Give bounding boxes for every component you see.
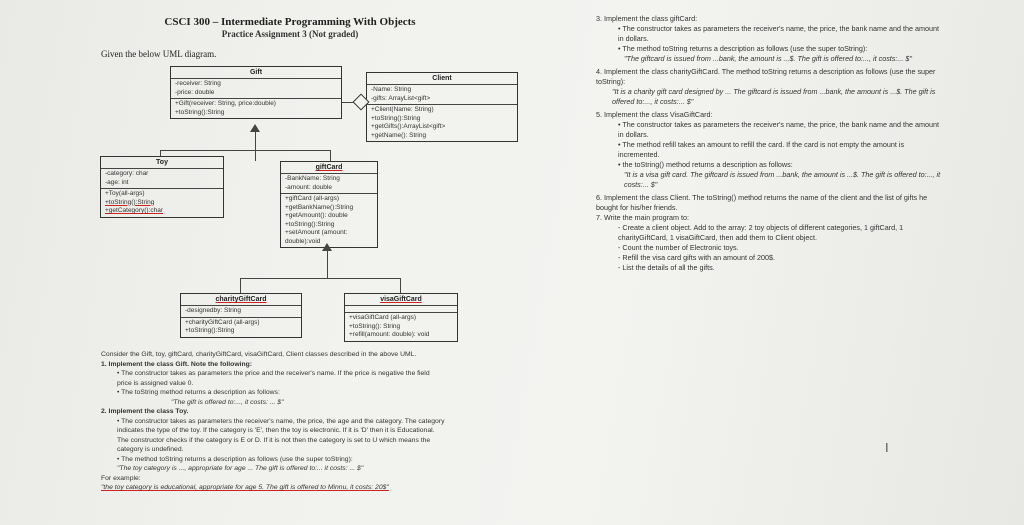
uml-toy-methods bbox=[101, 188, 223, 217]
item1-bullet-text: The toString method returns a description as follows: bbox=[121, 389, 280, 396]
inheritance-line bbox=[400, 278, 401, 293]
item5-bullet-text: The constructor takes as parameters the receiver's name, the price, the bank name and the amount in dollars. bbox=[618, 120, 939, 139]
uml-gift-name: Gift bbox=[171, 67, 341, 79]
uml-client-attrs bbox=[367, 85, 517, 104]
item7-heading: 7. Write the main program to: bbox=[596, 213, 689, 222]
item4-quote: "It is a charity gift card designed by ... The giftcard is issued from ...bank, the amount is ...$. The gift is offered to:..., it costs:... $" bbox=[612, 87, 936, 106]
uml-gift-attr: -receiver: String bbox=[175, 80, 221, 87]
uml-gift-method: +Gift(receiver: String, price:double) bbox=[175, 100, 276, 107]
item7-dash: - Count the number of Electronic toys. bbox=[618, 243, 739, 252]
item5-quote: "It is a visa gift card. The giftcard is issued from ...bank, the amount is ...$. The gift is offered to:..., it costs:... $" bbox=[624, 170, 941, 189]
item7-dash: - List the details of all the gifts. bbox=[618, 263, 715, 272]
item1-bullet-text: The constructor takes as parameters the price and the receiver's name. If the price is negative the field price is assigned value 0. bbox=[117, 370, 430, 387]
uml-giftcard-method: +getAmount(): double bbox=[285, 212, 348, 219]
document-subtitle: Practice Assignment 3 (Not graded) bbox=[221, 29, 359, 39]
uml-visa-method: +visaGiftCard (all-args) bbox=[349, 314, 417, 321]
item7-dash: - Create a client object. Add to the array: 2 toy objects of different categories, 1 giftCard, 1 charityGiftCard, 1 visaGiftCard, then add them to Client object. bbox=[618, 223, 904, 242]
item1-quote: "The gift is offered to:..., it costs: ... $" bbox=[171, 398, 284, 406]
item7-dash-text: Count the number of Electronic toys. bbox=[622, 243, 739, 252]
uml-charity bbox=[180, 293, 302, 338]
example-label: For example: bbox=[101, 474, 141, 482]
uml-client bbox=[366, 72, 518, 142]
item5-bullet: • The constructor takes as parameters the receiver's name, the price, the bank name and the amount in dollars. bbox=[618, 120, 939, 139]
uml-client-attr: -gifts: ArrayList<gift> bbox=[371, 94, 431, 102]
uml-giftcard-attrs bbox=[281, 174, 377, 193]
item5-bullet: • the toString() method returns a description as follows: bbox=[618, 160, 793, 169]
item1-bullet: • The constructor takes as parameters the price and the receiver's name. If the price is negative the field price is assigned value 0. bbox=[117, 370, 430, 387]
item3-bullet-text: The constructor takes as parameters the receiver's name, the price, the bank name and the amount in dollars. bbox=[618, 24, 939, 43]
uml-charity-method: +charityGiftCard (all-args) bbox=[185, 318, 260, 326]
uml-gift-method: +toString():String bbox=[175, 108, 225, 116]
uml-giftcard-method: +toString():String bbox=[285, 220, 335, 228]
inheritance-line bbox=[255, 131, 256, 161]
given-text: Given the below UML diagram. bbox=[101, 49, 217, 59]
uml-toy bbox=[100, 156, 224, 218]
uml-client-methods bbox=[367, 104, 517, 141]
uml-charity-name: charityGiftCard bbox=[181, 294, 301, 306]
inheritance-line bbox=[240, 278, 400, 279]
item3-bullet-text: The method toString returns a description as follows (use the super toString): bbox=[622, 44, 868, 53]
uml-giftcard-attr: -amount: double bbox=[285, 183, 332, 191]
uml-giftcard-method: +getBankName():String bbox=[285, 203, 354, 211]
uml-visa-method: +toString(): String bbox=[349, 322, 401, 330]
uml-toy-method: +getCategory():char bbox=[105, 207, 163, 214]
consider-text: Consider the Gift, toy, giftCard, charityGiftCard, visaGiftCard, Client classes described in the above UML. bbox=[101, 351, 417, 358]
inheritance-arrow-icon bbox=[250, 124, 260, 132]
item5-heading: 5. Implement the class VisaGiftCard: bbox=[596, 110, 713, 119]
right-instructions bbox=[596, 14, 946, 273]
item2-bullet-text: The method toString returns a description as follows (use the super toString): bbox=[121, 455, 353, 463]
uml-toy-attrs bbox=[101, 169, 223, 188]
uml-gift bbox=[170, 66, 342, 119]
uml-charity-attr: -designedby: String bbox=[185, 307, 242, 314]
uml-visa-methods bbox=[345, 312, 457, 341]
inheritance-line bbox=[330, 150, 331, 161]
item3-quote: "The giftcard is issued from ...bank, the amount is ...$. The gift is offered to:..., it costs:... $" bbox=[624, 54, 912, 63]
uml-giftcard-attr: -BankName: String bbox=[285, 175, 340, 182]
item2-bullet: • The method toString returns a description as follows (use the super toString): bbox=[117, 455, 353, 463]
item2-quote: "The toy category is ..., appropriate for age ... The gift is offered to:... it costs: ... $" bbox=[117, 465, 364, 472]
item1-heading: 1. Implement the class Gift. Note the following: bbox=[101, 360, 253, 368]
item7-dash: - Refill the visa card gifts with an amount of 200$. bbox=[618, 253, 776, 262]
uml-charity-method: +toString():String bbox=[185, 327, 235, 334]
uml-giftcard bbox=[280, 161, 378, 248]
inheritance-arrow-icon bbox=[322, 243, 332, 251]
item7-dash-text: List the details of all the gifts. bbox=[622, 263, 715, 272]
uml-giftcard-method: +setAmount (amount: double):void bbox=[285, 229, 348, 245]
uml-toy-name: Toy bbox=[101, 157, 223, 169]
inheritance-line bbox=[160, 150, 161, 156]
uml-toy-attr: -age: int bbox=[105, 178, 129, 186]
item2-bullet-text: The constructor takes as parameters the receiver's name, the price, the age and the category. The category indicates the type of the toy. If the category is 'E', then the toy is electronic. If it is 'D' then it is Educational. The constructor checks if the category is E or D. If it is not then the category is set to U which means the category is undefined. bbox=[117, 417, 445, 453]
item1-bullet: • The toString method returns a description as follows: bbox=[117, 389, 280, 396]
item5-bullet: • The method refill takes an amount to refill the card. If the card is not empty the amount is incremented. bbox=[618, 140, 905, 159]
inheritance-line bbox=[160, 150, 330, 151]
uml-client-method: +Client(Name: String) bbox=[371, 106, 434, 113]
item3-bullet: • The constructor takes as parameters the receiver's name, the price, the bank name and the amount in dollars. bbox=[618, 24, 939, 43]
uml-client-method: +toString():String bbox=[371, 114, 421, 122]
uml-visa bbox=[344, 293, 458, 342]
uml-visa-method: +refill(amount: double): void bbox=[349, 331, 430, 338]
uml-toy-attr: -category: char bbox=[105, 170, 149, 177]
item7-dash-text: Create a client object. Add to the array: 2 toy objects of different categories, 1 giftCard, 1 charityGiftCard, 1 visaGiftCard, then add them to Client object. bbox=[618, 223, 904, 242]
uml-giftcard-name: giftCard bbox=[281, 162, 377, 174]
item2-heading: 2. Implement the class Toy. bbox=[101, 408, 189, 415]
item4-heading: 4. Implement the class charityGiftCard. The method toString returns a description as follows (use the super toString): bbox=[596, 67, 936, 86]
item5-bullet-text: The method refill takes an amount to refill the card. If the card is not empty the amount is incremented. bbox=[618, 140, 905, 159]
uml-gift-attr: -price: double bbox=[175, 88, 215, 96]
uml-toy-method: +Toy(all-args) bbox=[105, 190, 145, 197]
item3-heading: 3. Implement the class giftCard: bbox=[596, 14, 698, 23]
document-title: CSCI 300 – Intermediate Programming With Objects bbox=[164, 16, 416, 28]
item6-text: 6. Implement the class Client. The toString() method returns the name of the client and the list of gifts he bought for his/her friends. bbox=[596, 193, 928, 212]
inheritance-line bbox=[327, 249, 328, 278]
uml-client-attr: -Name: String bbox=[371, 86, 412, 93]
uml-giftcard-methods bbox=[281, 193, 377, 247]
uml-toy-method: +toString():String bbox=[105, 198, 155, 206]
uml-client-method: +getGifts():ArrayList<gift> bbox=[371, 123, 446, 130]
item3-bullet: • The method toString returns a description as follows (use the super toString): bbox=[618, 44, 868, 53]
uml-charity-attrs bbox=[181, 306, 301, 317]
uml-client-name: Client bbox=[367, 73, 517, 85]
uml-giftcard-method: +giftCard (all-args) bbox=[285, 195, 340, 202]
uml-gift-attrs bbox=[171, 79, 341, 98]
item5-bullet-text: the toString() method returns a description as follows: bbox=[622, 160, 793, 169]
uml-charity-methods bbox=[181, 317, 301, 337]
uml-gift-methods bbox=[171, 98, 341, 118]
example-text: "the toy category is educational, appropriate for age 5. The gift is offered to Minnu, it costs: 20$" bbox=[101, 484, 389, 491]
uml-visa-name: visaGiftCard bbox=[345, 294, 457, 306]
item7-dash-text: Refill the visa card gifts with an amount of 200$. bbox=[622, 253, 776, 262]
left-instructions bbox=[101, 350, 446, 493]
uml-client-method: +getName(): String bbox=[371, 131, 427, 139]
text-cursor-icon: I bbox=[885, 440, 889, 455]
inheritance-line bbox=[240, 278, 241, 293]
item2-bullet: • The constructor takes as parameters the receiver's name, the price, the age and the category. The category indicates the type of the toy. If the category is 'E', then the toy is electronic. If it is 'D' then it is Educational. The constructor checks if the category is E or D. If it is not then the category is set to U which means the category is undefined. bbox=[117, 417, 445, 453]
